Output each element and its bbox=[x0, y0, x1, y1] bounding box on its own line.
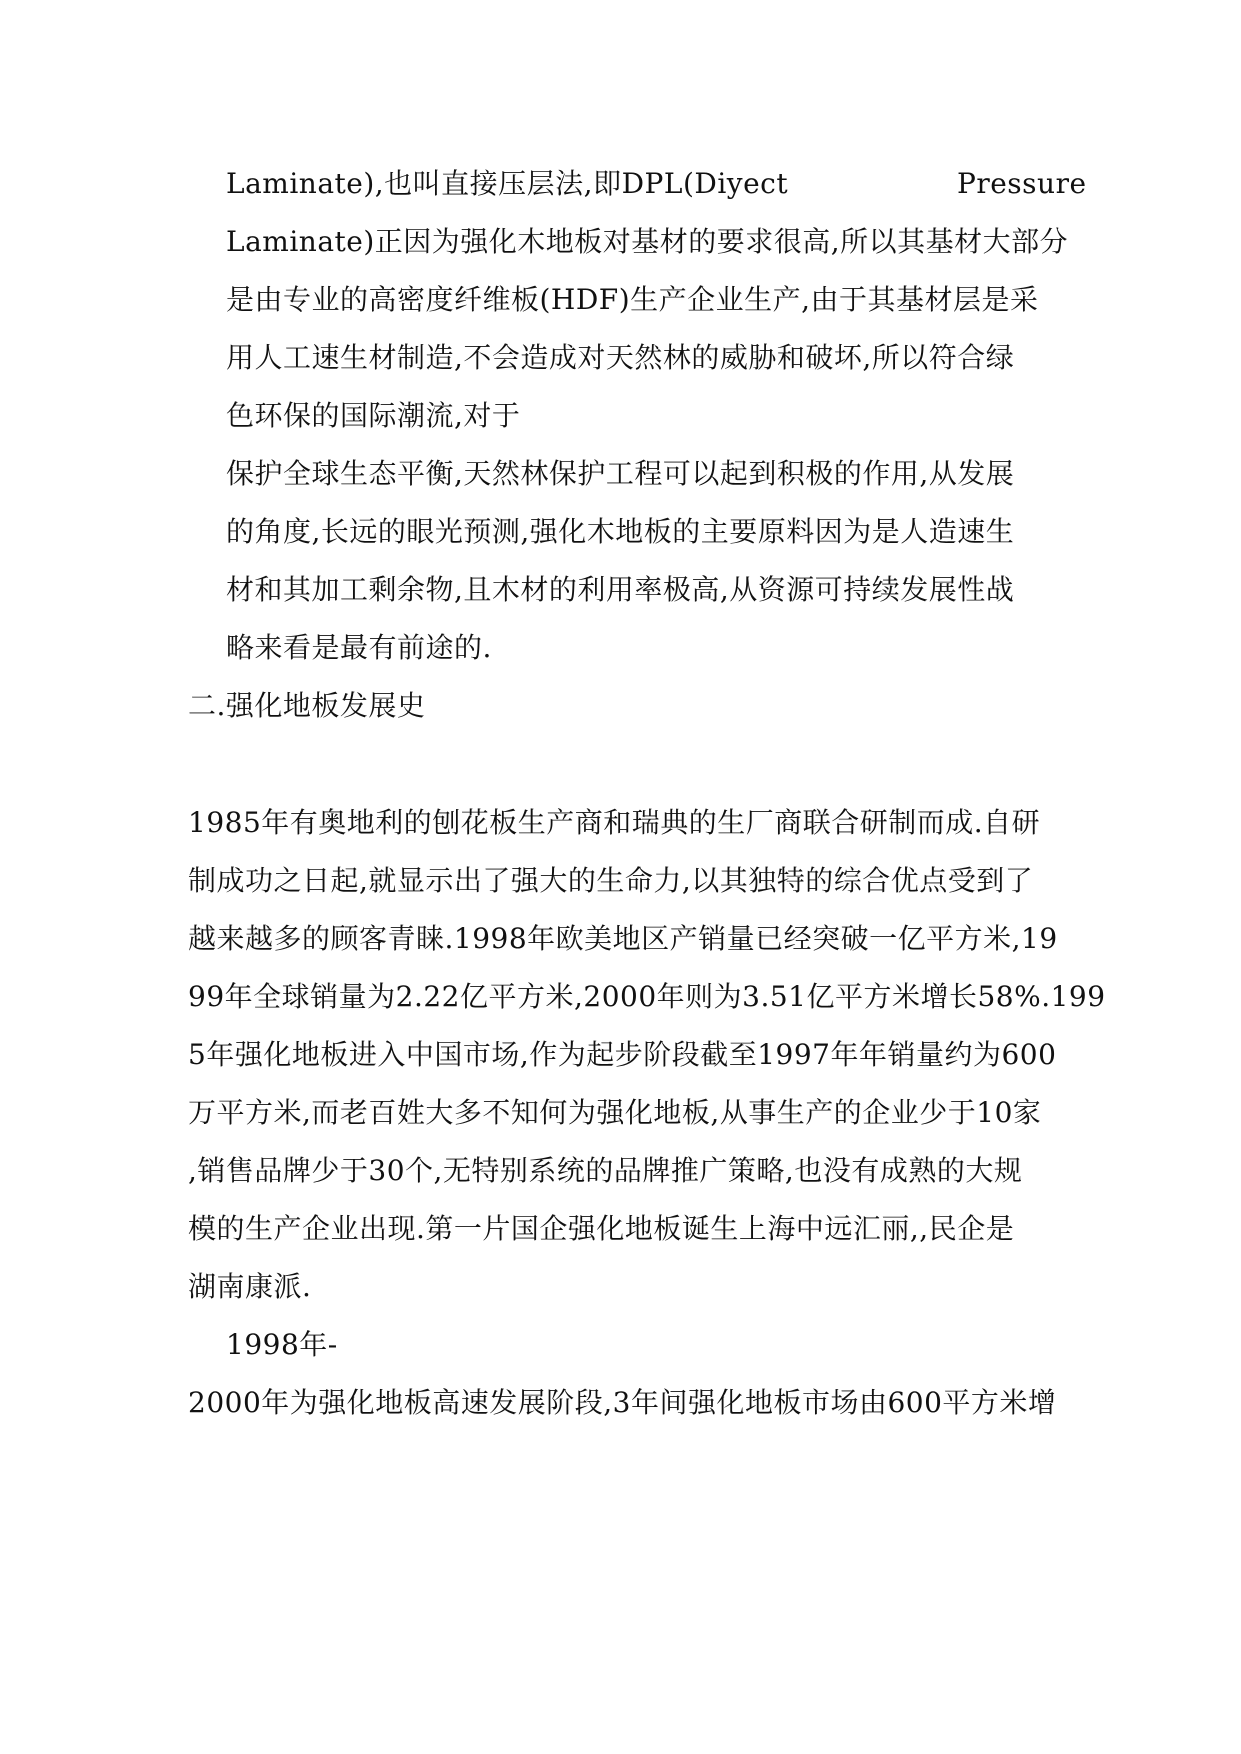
paragraph-1-line-3: 是由专业的高密度纤维板(HDF)生产企业生产,由于其基材层是采 bbox=[226, 283, 1039, 316]
paragraph-2-line-4: 99年全球销量为2.22亿平方米,2000年则为3.51亿平方米增长58%.199 bbox=[188, 980, 1106, 1013]
paragraph-2-line-2: 制成功之日起,就显示出了强大的生命力,以其独特的综合优点受到了 bbox=[188, 864, 1034, 897]
paragraph-3-line-2: 2000年为强化地板高速发展阶段,3年间强化地板市场由600平方米增 bbox=[188, 1386, 1057, 1419]
paragraph-1-line-5: 色环保的国际潮流,对于 bbox=[226, 399, 521, 432]
paragraph-2-line-3: 越来越多的顾客青睐.1998年欧美地区产销量已经突破一亿平方米,19 bbox=[188, 922, 1058, 955]
paragraph-1-line-4: 用人工速生材制造,不会造成对天然林的威胁和破坏,所以符合绿 bbox=[226, 341, 1015, 374]
paragraph-2-line-1: 1985年有奥地利的刨花板生产商和瑞典的生厂商联合研制而成.自研 bbox=[188, 806, 1041, 839]
paragraph-2-line-5: 5年强化地板进入中国市场,作为起步阶段截至1997年年销量约为600 bbox=[188, 1038, 1057, 1071]
paragraph-2-line-8: 模的生产企业出现.第一片国企强化地板诞生上海中远汇丽,,民企是 bbox=[188, 1212, 1015, 1245]
paragraph-1-line-9: 略来看是最有前途的. bbox=[226, 631, 492, 664]
paragraph-2-line-9: 湖南康派. bbox=[188, 1270, 312, 1303]
paragraph-1-line-8: 材和其加工剩余物,且木材的利用率极高,从资源可持续发展性战 bbox=[226, 573, 1015, 606]
paragraph-1-line-6: 保护全球生态平衡,天然林保护工程可以起到积极的作用,从发展 bbox=[226, 457, 1015, 490]
paragraph-2-line-7: ,销售品牌少于30个,无特别系统的品牌推广策略,也没有成熟的大规 bbox=[188, 1154, 1023, 1187]
paragraph-3-line-1: 1998年- bbox=[226, 1328, 338, 1361]
section-heading: 二.强化地板发展史 bbox=[188, 689, 426, 722]
text-fragment: Pressure bbox=[957, 167, 1087, 200]
paragraph-1-line-1 bbox=[226, 164, 788, 204]
text-fragment: Laminate),也叫直接压层法,即DPL(Diyect bbox=[226, 167, 789, 200]
paragraph-1-line-2: Laminate)正因为强化木地板对基材的要求很高,所以其基材大部分 bbox=[226, 225, 1069, 258]
paragraph-1-line-1-right bbox=[957, 164, 1087, 204]
paragraph-2-line-6: 万平方米,而老百姓大多不知何为强化地板,从事生产的企业少于10家 bbox=[188, 1096, 1042, 1129]
paragraph-1-line-7: 的角度,长远的眼光预测,强化木地板的主要原料因为是人造速生 bbox=[226, 515, 1015, 548]
